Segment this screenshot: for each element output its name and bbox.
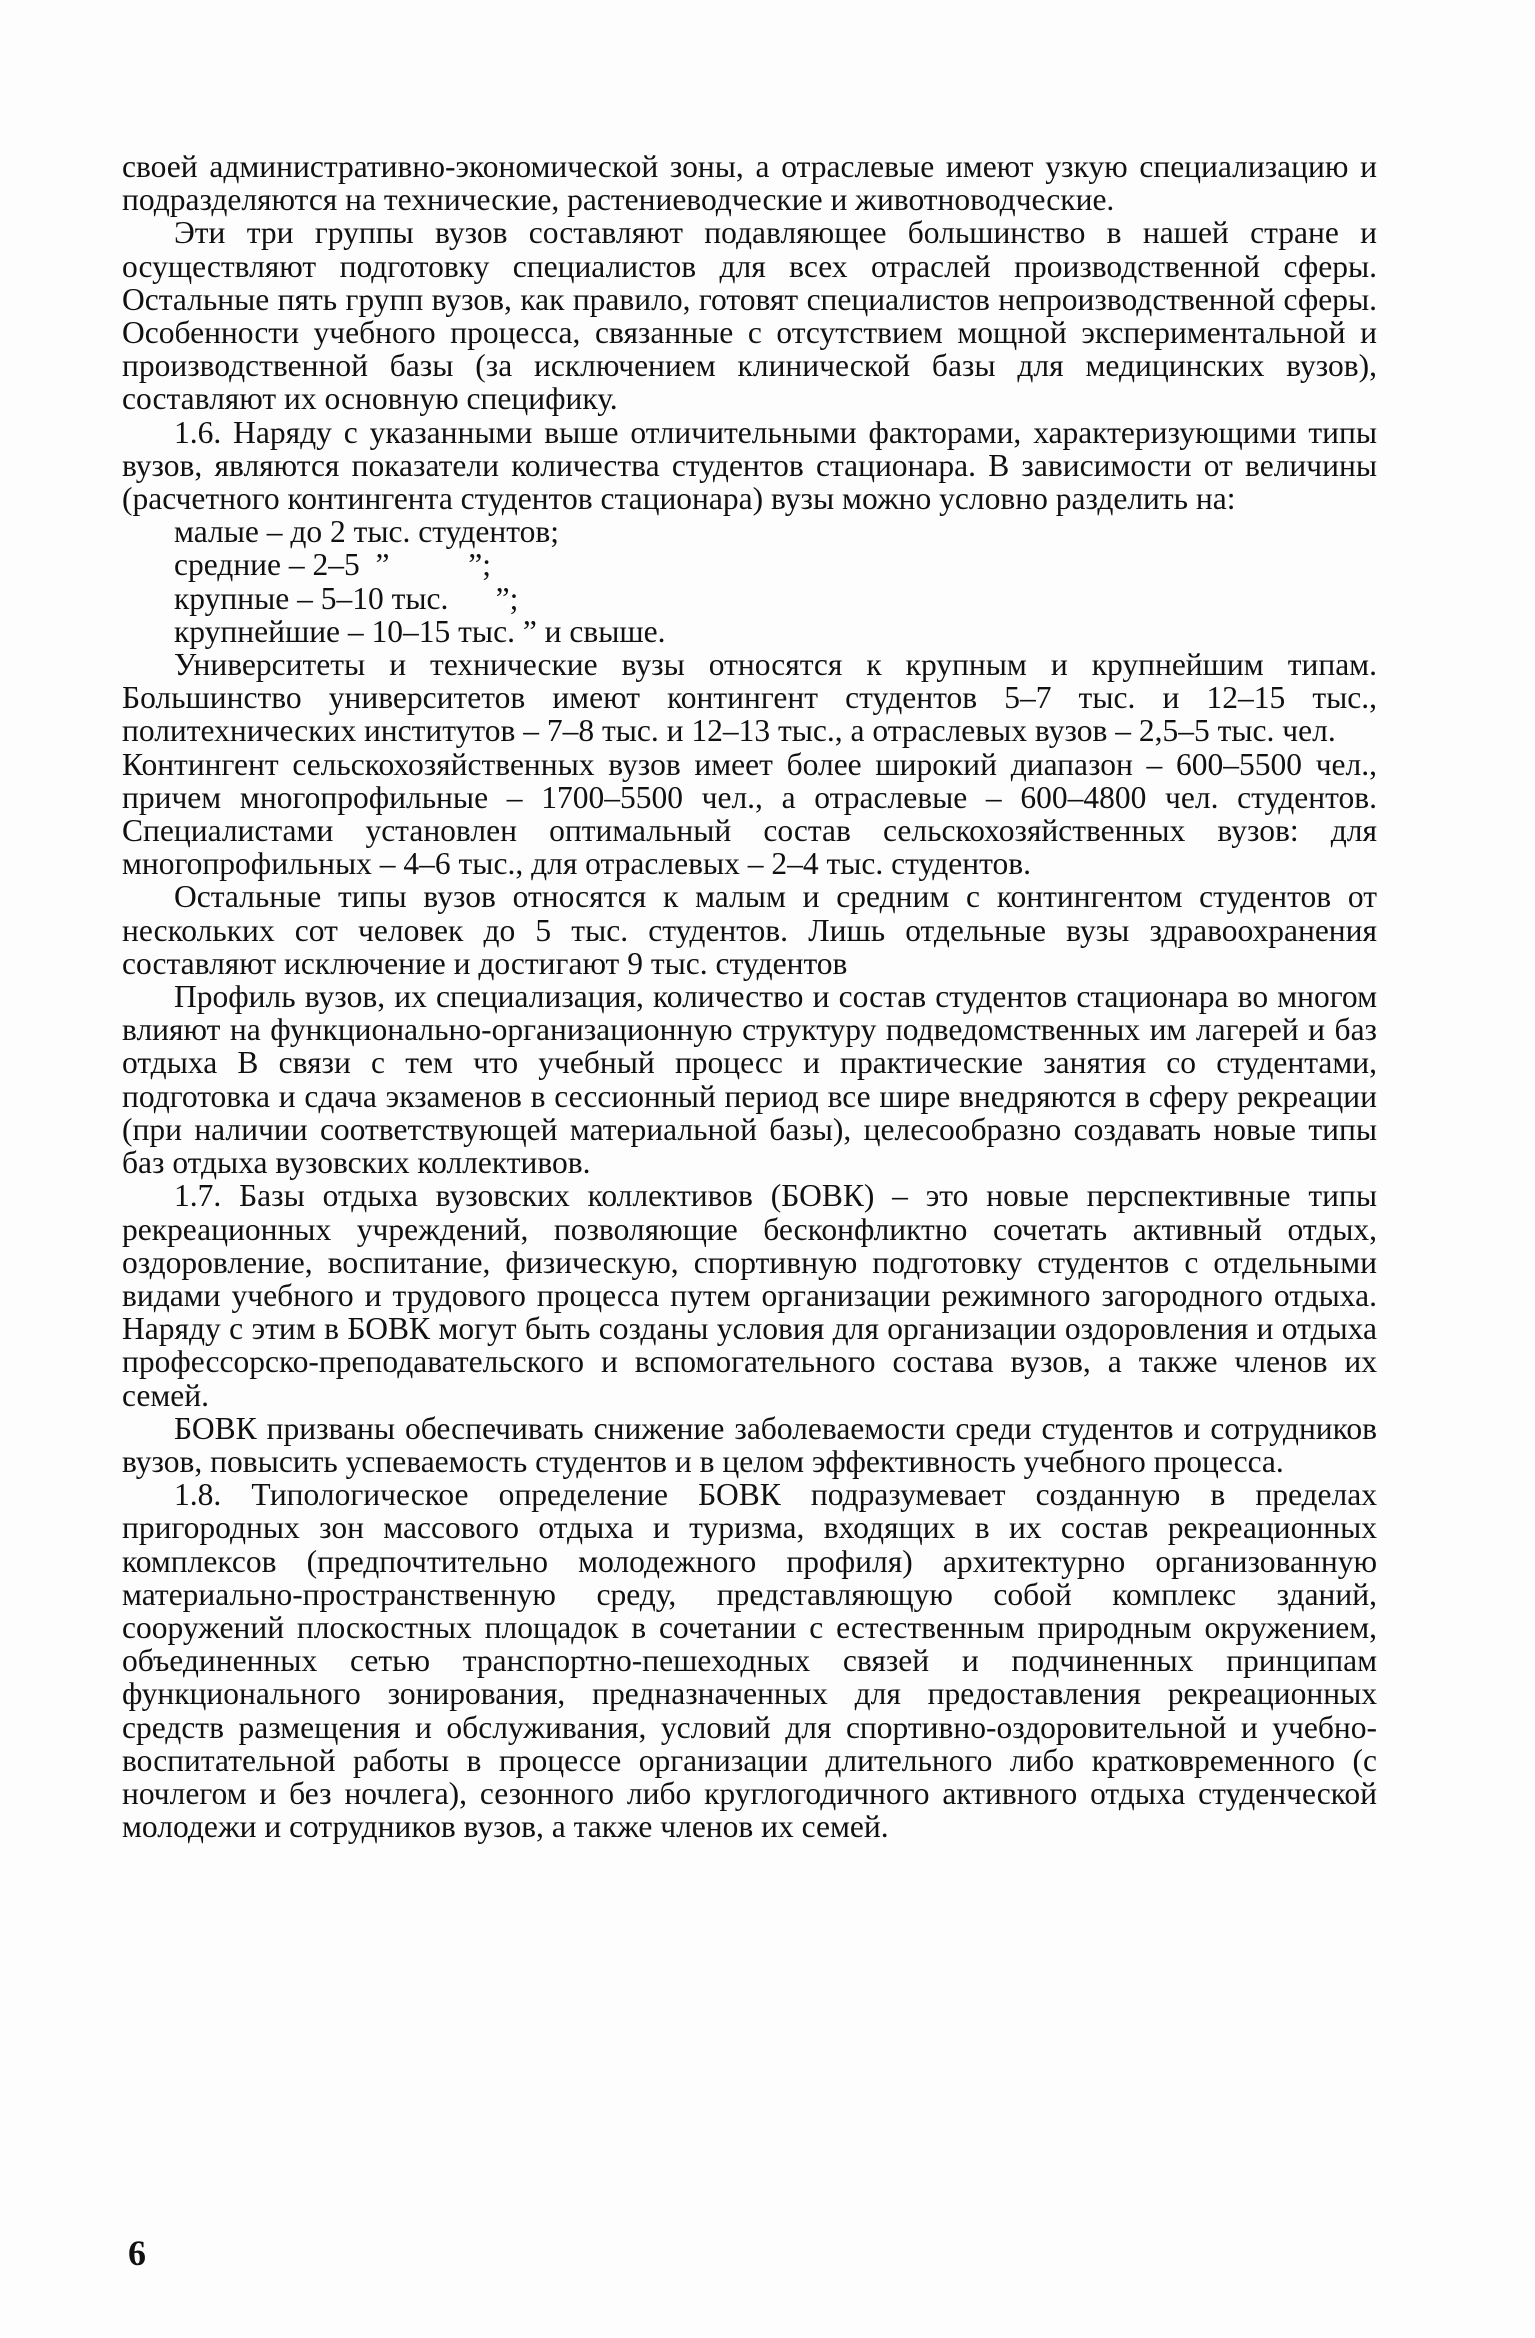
list-item-small: малые – до 2 тыс. студентов;	[174, 514, 559, 550]
list-item-large: крупные – 5–10 тыс. ”;	[174, 580, 519, 616]
paragraph-section-1-7: 1.7. Базы отдыха вузовских коллективов (БОВК) – это новые перспективные типы рекреационных учреждений, позволяющие бесконфликтно сочетать активный отдых, оздоровление, воспитание, физическую, спортивную подготовку студентов с отдельными видами учебного и трудового процесса путем организации режимного загородного отдыха. Наряду с этим в БОВК могут быть созданы условия для организации оздоровления и отдыха профессорско-преподавательского и вспомогательного состава вузов, а также членов их семей.	[122, 1178, 1377, 1413]
paragraph-section-1-6: 1.6. Наряду с указанными выше отличительными факторами, характеризующими типы вузов, являются показатели количества студентов стационара. В зависимости от величины (расчетного контингента студентов стационара) вузы можно условно разделить на:	[122, 414, 1377, 517]
list-item-medium: средние – 2–5 ” ”;	[174, 547, 491, 583]
paragraph-universities: Университеты и технические вузы относятся к крупным и крупнейшим типам. Большинство университетов имеют контингент студентов 5–7 тыс. и 12–15 тыс., политехнических институтов – 7–8 тыс. и 12–13 тыс., а отраслевых вузов – 2,5–5 тыс. чел.	[122, 647, 1377, 749]
paragraph-three-groups: Эти три группы вузов составляют подавляющее большинство в нашей стране и осуществляют подготовку специалистов для всех отраслей производственной сферы. Остальные пять групп вузов, как правило, готовят специалистов непроизводственной сферы. Особенности учебного процесса, связанные с отсутствием мощной экспериментальной и производственной базы (за исключением клинической базы для медицинских вузов), составляют их основную специфику.	[122, 215, 1377, 417]
body-text	[122, 150, 1377, 1843]
paragraph-section-1-8: 1.8. Типологическое определение БОВК подразумевает созданную в пределах пригородных зон массового отдыха и туризма, входящих в их состав рекреационных комплексов (предпочтительно молодежного профиля) архитектурно организованную материально-пространственную среду, представляющую собой комплекс зданий, сооружений плоскостных площадок в сочетании с естественным природным окружением, объединенных сетью транспортно-пешеходных связей и подчиненных принципам функционального зонирования, предназначенных для предоставления рекреационных средств размещения и обслуживания, условий для спортивно-оздоровительной и учебно-воспитательной работы в процессе организации длительного либо кратковременного (с ночлегом и без ночлега), сезонного либо круглогодичного активного отдыха студенческой молодежи и сотрудников вузов, а также членов их семей.	[122, 1477, 1377, 1845]
paragraph-other-types: Остальные типы вузов относятся к малым и средним с контингентом студентов от нескольких сот человек до 5 тыс. студентов. Лишь отдельные вузы здравоохранения составляют исключение и достигают 9 тыс. студентов	[122, 879, 1377, 981]
size-category-list	[122, 515, 1377, 648]
paragraph-bovk-purpose: БОВК призваны обеспечивать снижение заболеваемости среди студентов и сотрудников вузов, повысить успеваемость студентов и в целом эффективность учебного процесса.	[122, 1410, 1377, 1479]
paragraph-continuation: своей административно-экономической зоны, а отраслевые имеют узкую специализацию и подразделяются на технические, растениеводческие и животноводческие.	[122, 149, 1377, 218]
paragraph-agricultural: Контингент сельскохозяйственных вузов имеет более широкий диапазон – 600–5500 чел., причем многопрофильные – 1700–5500 чел., а отраслевые – 600–4800 чел. студентов. Специалистами установлен оптимальный состав сельскохозяйственных вузов: для многопрофильных – 4–6 тыс., для отраслевых – 2–4 тыс. студентов.	[122, 746, 1377, 882]
paragraph-profile: Профиль вузов, их специализация, количество и состав студентов стационара во многом влияют на функционально-организационную структуру подведомственных им лагерей и баз отдыха В связи с тем что учебный процесс и практические занятия со студентами, подготовка и сдача экзаменов в сессионный период все шире внедряются в сферу рекреации (при наличии соответствующей материальной базы), целесообразно создавать новые типы баз отдыха вузовских коллективов.	[122, 979, 1377, 1181]
list-item-largest: крупнейшие – 10–15 тыс. ” и свыше.	[174, 613, 666, 649]
page-number: 6	[128, 2233, 146, 2273]
